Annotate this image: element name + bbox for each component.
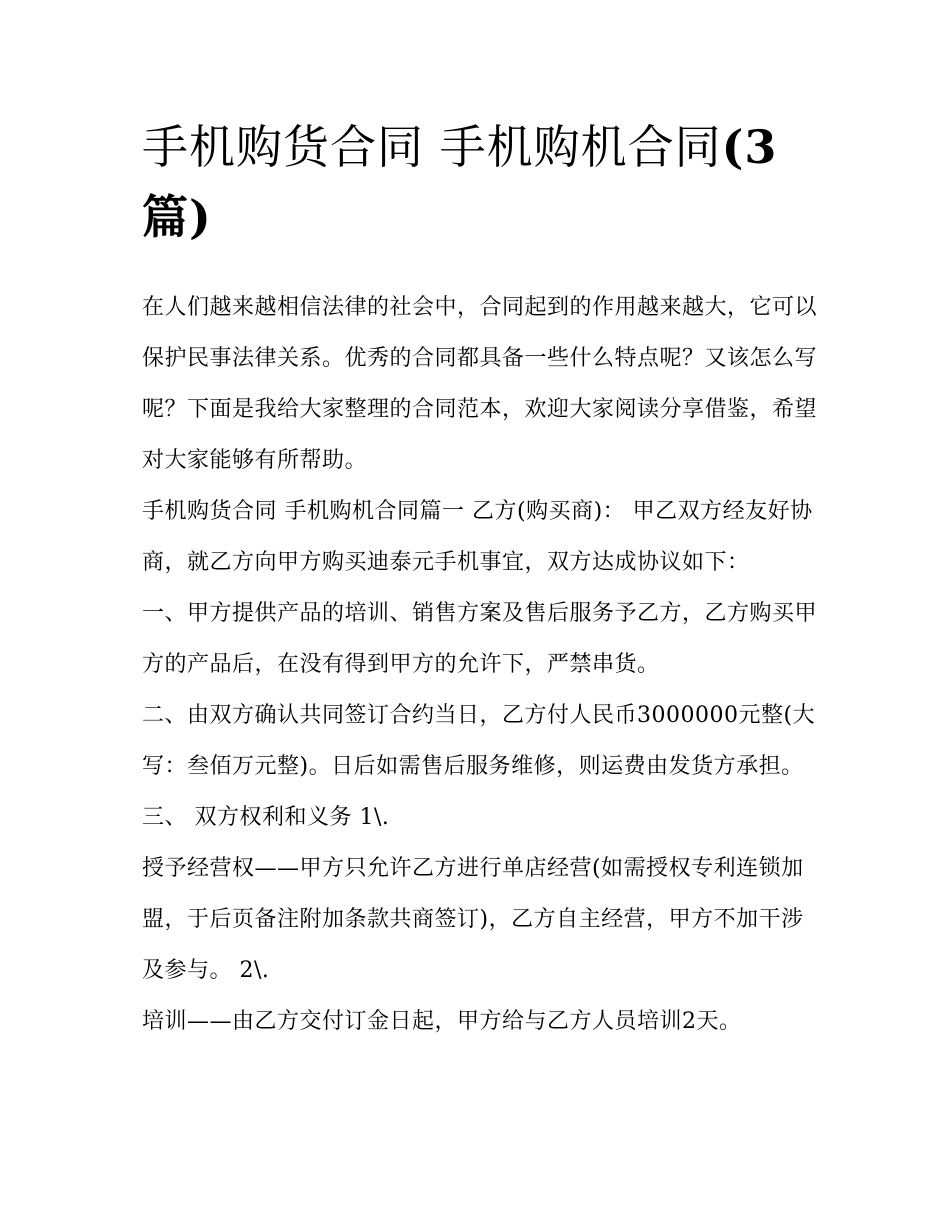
clause-one-paragraph: 一、甲方提供产品的培训、销售方案及售后服务予乙方，乙方购买甲方的产品后，在没有得到甲方的允许下，严禁串货。	[142, 601, 818, 677]
clause-training-paragraph: 培训——由乙方交付订金日起，甲方给与乙方人员培训2天。	[142, 1009, 742, 1034]
document-body	[142, 282, 818, 1047]
document-title	[142, 112, 832, 252]
document-title-main: 手机购货合同 手机购机合同	[142, 120, 722, 174]
contract-header-paragraph: 手机购货合同 手机购机合同篇一 乙方(购买商)： 甲乙双方经友好协商，就乙方向甲方购买迪泰元手机事宜，双方达成协议如下：	[142, 499, 813, 575]
intro-paragraph: 在人们越来越相信法律的社会中，合同起到的作用越来越大，它可以保护民事法律关系。优秀的合同都具备一些什么特点呢？又该怎么写呢？下面是我给大家整理的合同范本，欢迎大家阅读分享借鉴，希望对大家能够有所帮助。	[142, 295, 818, 473]
clause-two-paragraph: 二、由双方确认共同签订合约当日，乙方付人民币3000000元整(大写：叁佰万元整)。日后如需售后服务维修，则运费由发货方承担。 三、 双方权利和义务 1\.	[142, 703, 816, 830]
document-title-suffix: (3篇)	[142, 120, 778, 244]
clause-license-paragraph: 授予经营权——甲方只允许乙方进行单店经营(如需授权专利连锁加盟，于后页备注附加条款共商签订)，乙方自主经营，甲方不加干涉及参与。 2\.	[142, 856, 804, 983]
